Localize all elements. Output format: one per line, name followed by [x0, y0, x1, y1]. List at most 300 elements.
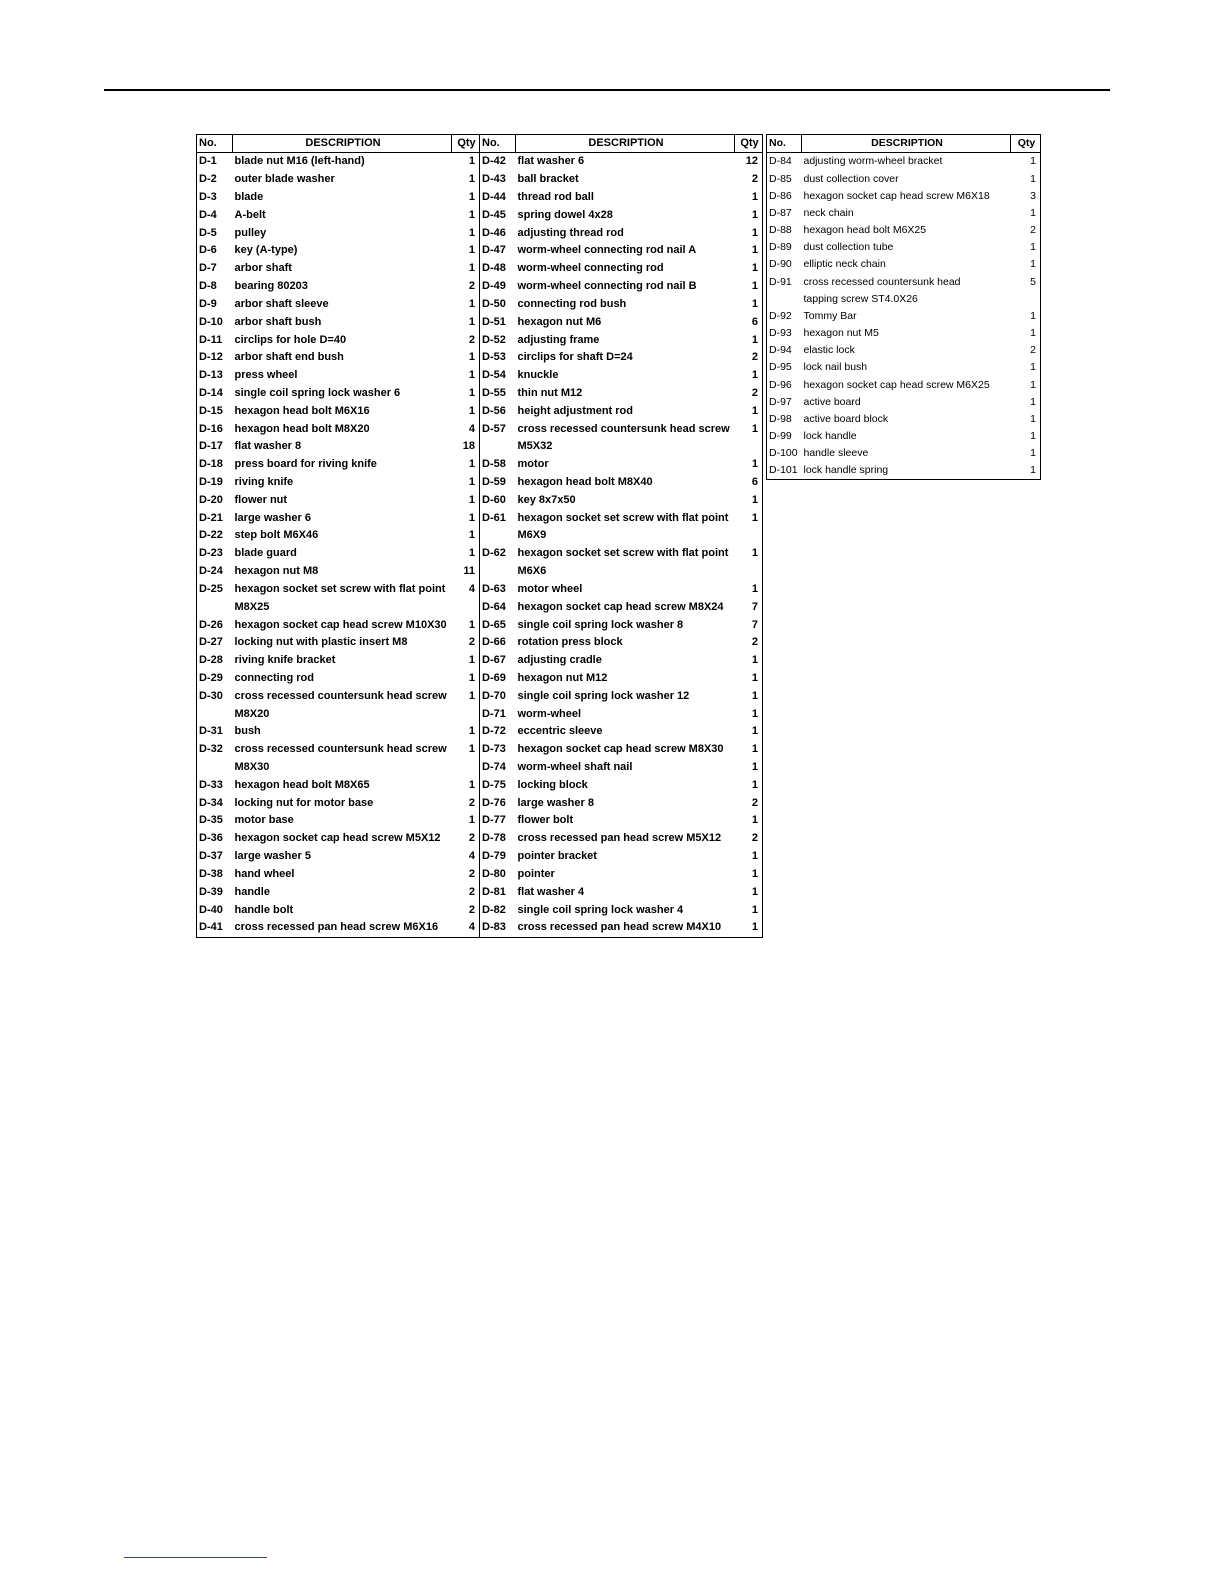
part-quantity: 1: [735, 491, 763, 509]
part-description: blade nut M16 (left-hand): [234, 155, 365, 168]
part-description: hexagon head bolt M8X65: [234, 778, 370, 791]
part-description: single coil spring lock washer 12: [517, 689, 690, 702]
part-number: [767, 290, 802, 307]
part-quantity: 1: [1011, 239, 1041, 256]
table-row: [197, 598, 480, 616]
part-number: D-43: [480, 171, 516, 189]
part-number: [197, 705, 233, 723]
part-description: hexagon socket cap head screw M5X12: [234, 832, 441, 845]
part-description: bearing 80203: [234, 280, 308, 293]
table-row: [197, 189, 480, 207]
part-quantity: 1: [452, 224, 480, 242]
part-description: riving knife bracket: [234, 654, 336, 667]
table-row: [480, 313, 763, 331]
part-number: D-71: [480, 705, 516, 723]
part-description: flower bolt: [517, 814, 574, 827]
table-row: [480, 848, 763, 866]
part-description: hexagon socket set screw with flat point: [517, 511, 729, 524]
part-description: hexagon socket cap head screw M10X30: [234, 618, 447, 631]
part-number: D-16: [197, 420, 233, 438]
part-number: [480, 438, 516, 456]
part-number: D-49: [480, 278, 516, 296]
part-quantity: 1: [735, 919, 763, 937]
table-row: [197, 741, 480, 759]
table-row: [197, 919, 480, 937]
part-number: D-73: [480, 741, 516, 759]
part-quantity: 1: [735, 206, 763, 224]
part-quantity: 1: [452, 812, 480, 830]
part-quantity: 1: [452, 153, 480, 171]
table-row: [767, 290, 1041, 307]
part-quantity: 1: [735, 278, 763, 296]
part-number: D-13: [197, 367, 233, 385]
part-description: lock nail bush: [803, 361, 868, 374]
part-number: D-6: [197, 242, 233, 260]
part-description: flat washer 6: [517, 155, 585, 168]
part-description: press wheel: [234, 369, 298, 382]
column-header-no: No.: [480, 135, 516, 153]
table-row: [767, 428, 1041, 445]
part-number: D-57: [480, 420, 516, 438]
part-quantity: [735, 563, 763, 581]
table-row: [767, 445, 1041, 462]
part-number: D-29: [197, 670, 233, 688]
part-description: worm-wheel: [517, 707, 582, 720]
part-description: large washer 5: [234, 850, 311, 863]
part-number: D-100: [767, 445, 802, 462]
part-description: active board block: [803, 412, 889, 425]
part-quantity: 1: [735, 402, 763, 420]
part-description: single coil spring lock washer 6: [234, 386, 401, 399]
part-quantity: 2: [452, 866, 480, 884]
table-row: [197, 420, 480, 438]
table-row: [480, 171, 763, 189]
part-number: D-82: [480, 901, 516, 919]
part-quantity: 6: [735, 474, 763, 492]
part-description: worm-wheel connecting rod nail A: [517, 244, 697, 257]
part-quantity: [452, 759, 480, 777]
part-description: handle: [234, 885, 270, 898]
table-row: [197, 705, 480, 723]
table-row: [197, 402, 480, 420]
table-row: [480, 901, 763, 919]
column-header-qty: Qty: [1011, 135, 1041, 153]
part-quantity: 1: [452, 313, 480, 331]
part-description: hexagon nut M8: [234, 565, 319, 578]
part-quantity: 1: [452, 206, 480, 224]
table-row: [197, 848, 480, 866]
table-row: [480, 206, 763, 224]
part-number: D-75: [480, 776, 516, 794]
part-number: D-54: [480, 367, 516, 385]
part-description: hexagon head bolt M8X20: [234, 422, 370, 435]
part-description: motor wheel: [517, 582, 583, 595]
table-row: [197, 527, 480, 545]
part-description: M8X30: [234, 761, 270, 774]
part-number: D-93: [767, 325, 802, 342]
part-quantity: 1: [452, 509, 480, 527]
part-description: cross recessed pan head screw M5X12: [517, 832, 722, 845]
part-quantity: 1: [452, 741, 480, 759]
part-description: adjusting frame: [517, 333, 600, 346]
part-description: flat washer 4: [517, 885, 585, 898]
part-quantity: 1: [452, 776, 480, 794]
part-quantity: 1: [452, 474, 480, 492]
part-description: large washer 8: [517, 796, 594, 809]
part-quantity: 1: [452, 723, 480, 741]
part-quantity: 2: [452, 794, 480, 812]
part-description: M5X32: [517, 440, 553, 453]
part-number: D-94: [767, 342, 802, 359]
table-row: [197, 883, 480, 901]
part-quantity: 1: [735, 224, 763, 242]
part-number: D-15: [197, 402, 233, 420]
table-row: [197, 331, 480, 349]
part-description: arbor shaft sleeve: [234, 297, 329, 310]
part-quantity: 3: [1011, 187, 1041, 204]
table-row: [197, 206, 480, 224]
part-description: cross recessed pan head screw M4X10: [516, 919, 735, 937]
part-number: D-47: [480, 242, 516, 260]
part-quantity: 1: [735, 581, 763, 599]
part-description: key (A-type): [234, 244, 298, 257]
part-description: adjusting cradle: [517, 654, 602, 667]
part-quantity: 1: [735, 670, 763, 688]
part-number: D-19: [197, 474, 233, 492]
part-quantity: [452, 598, 480, 616]
parts-table-3: [766, 134, 1041, 480]
part-description: A-belt: [234, 208, 266, 221]
part-number: D-77: [480, 812, 516, 830]
part-quantity: 1: [735, 456, 763, 474]
part-description: hexagon head bolt M6X25: [803, 224, 927, 237]
part-quantity: 1: [735, 652, 763, 670]
part-quantity: [452, 705, 480, 723]
part-number: D-34: [197, 794, 233, 812]
part-quantity: [1011, 290, 1041, 307]
part-quantity: 1: [735, 776, 763, 794]
part-description: adjusting thread rod: [517, 226, 624, 239]
table-row: [767, 153, 1041, 171]
table-row: [767, 170, 1041, 187]
table-row: [480, 474, 763, 492]
part-number: D-99: [767, 428, 802, 445]
part-number: [197, 598, 233, 616]
part-quantity: 7: [735, 616, 763, 634]
part-description: cross recessed countersunk head screw: [234, 689, 447, 702]
part-number: D-101: [767, 462, 802, 480]
part-number: D-70: [480, 687, 516, 705]
part-number: D-24: [197, 563, 233, 581]
part-description: locking nut for motor base: [234, 796, 374, 809]
part-number: D-46: [480, 224, 516, 242]
table-row: [197, 616, 480, 634]
part-quantity: 5: [1011, 273, 1041, 290]
part-quantity: 1: [735, 509, 763, 527]
part-description: motor base: [234, 814, 294, 827]
table-row: [197, 545, 480, 563]
table-row: [197, 759, 480, 777]
part-quantity: 2: [452, 901, 480, 919]
part-number: D-42: [480, 153, 516, 171]
table-row: [480, 830, 763, 848]
part-description: pointer: [517, 867, 555, 880]
part-number: D-90: [767, 256, 802, 273]
part-description: step bolt M6X46: [234, 529, 319, 542]
table-row: [480, 402, 763, 420]
table-row: [197, 563, 480, 581]
part-number: D-85: [767, 170, 802, 187]
table-row: [480, 545, 763, 563]
part-number: D-65: [480, 616, 516, 634]
table-row: [767, 308, 1041, 325]
part-number: D-62: [480, 545, 516, 563]
part-description: hexagon nut M5: [803, 327, 879, 340]
part-quantity: 1: [735, 189, 763, 207]
table-row: [767, 239, 1041, 256]
part-quantity: [735, 438, 763, 456]
part-number: D-2: [197, 171, 233, 189]
part-number: D-8: [197, 278, 233, 296]
part-quantity: 1: [1011, 428, 1041, 445]
part-quantity: 1: [735, 759, 763, 777]
part-description: pulley: [234, 226, 267, 239]
table-row: [197, 830, 480, 848]
part-number: [480, 563, 516, 581]
part-number: D-39: [197, 883, 233, 901]
table-row: [767, 205, 1041, 222]
part-quantity: 2: [452, 331, 480, 349]
table-row: [480, 509, 763, 527]
table-row: [197, 866, 480, 884]
part-quantity: 1: [452, 402, 480, 420]
part-number: [197, 759, 233, 777]
part-quantity: 2: [1011, 222, 1041, 239]
part-description: lock handle spring: [802, 462, 1011, 480]
part-description: bush: [234, 725, 261, 738]
part-quantity: 11: [452, 563, 480, 581]
part-description: circlips for shaft D=24: [517, 351, 633, 364]
part-description: M8X20: [234, 707, 270, 720]
part-number: D-89: [767, 239, 802, 256]
part-description: cross recessed countersunk head screw: [517, 422, 730, 435]
table-row: [767, 411, 1041, 428]
part-quantity: 1: [452, 616, 480, 634]
part-number: D-11: [197, 331, 233, 349]
part-description: arbor shaft bush: [234, 315, 322, 328]
part-number: D-63: [480, 581, 516, 599]
table-row: [480, 491, 763, 509]
table-row: [197, 224, 480, 242]
table-row: [480, 367, 763, 385]
part-quantity: 12: [735, 153, 763, 171]
part-quantity: 1: [1011, 411, 1041, 428]
part-quantity: 1: [1011, 153, 1041, 171]
part-number: D-5: [197, 224, 233, 242]
table-row: [767, 222, 1041, 239]
table-row: [197, 794, 480, 812]
part-number: D-23: [197, 545, 233, 563]
part-description: circlips for hole D=40: [234, 333, 347, 346]
table-row: [197, 634, 480, 652]
table-row: [480, 260, 763, 278]
table-row: [197, 581, 480, 599]
part-description: hexagon socket cap head screw M6X18: [803, 189, 990, 202]
part-number: D-22: [197, 527, 233, 545]
part-description: cross recessed pan head screw M6X16: [233, 919, 452, 937]
table-row: [197, 812, 480, 830]
part-number: D-7: [197, 260, 233, 278]
part-quantity: 1: [452, 367, 480, 385]
part-description: hand wheel: [234, 867, 295, 880]
part-quantity: 1: [735, 545, 763, 563]
part-number: D-4: [197, 206, 233, 224]
part-number: D-84: [767, 153, 802, 171]
part-description: worm-wheel connecting rod nail B: [517, 280, 697, 293]
part-number: D-80: [480, 866, 516, 884]
table-row: [480, 456, 763, 474]
part-description: outer blade washer: [234, 173, 335, 186]
part-quantity: 1: [1011, 205, 1041, 222]
part-description: adjusting worm-wheel bracket: [803, 155, 943, 168]
part-quantity: 1: [1011, 325, 1041, 342]
part-quantity: 7: [735, 598, 763, 616]
part-number: D-91: [767, 273, 802, 290]
table-row: [767, 187, 1041, 204]
part-number: [480, 527, 516, 545]
table-row: [197, 901, 480, 919]
part-quantity: 2: [735, 794, 763, 812]
part-quantity: 18: [452, 438, 480, 456]
part-quantity: 2: [452, 278, 480, 296]
part-description: pointer bracket: [517, 850, 597, 863]
part-quantity: 1: [735, 883, 763, 901]
table-row: [480, 741, 763, 759]
table-row: [480, 563, 763, 581]
part-number: D-38: [197, 866, 233, 884]
part-number: D-61: [480, 509, 516, 527]
part-description: rotation press block: [517, 636, 623, 649]
part-description: motor: [517, 458, 549, 471]
table-row: [197, 171, 480, 189]
part-quantity: 1: [452, 527, 480, 545]
part-quantity: 2: [735, 830, 763, 848]
part-quantity: 2: [735, 171, 763, 189]
part-number: D-76: [480, 794, 516, 812]
part-description: M6X6: [517, 565, 547, 578]
part-description: M8X25: [234, 600, 270, 613]
table-row: [767, 376, 1041, 393]
part-number: D-21: [197, 509, 233, 527]
part-description: handle bolt: [234, 903, 294, 916]
part-description: key 8x7x50: [517, 493, 576, 506]
column-header-description: DESCRIPTION: [802, 135, 1011, 153]
part-description: hexagon socket set screw with flat point: [517, 547, 729, 560]
part-number: D-41: [197, 919, 233, 937]
table-row: [197, 456, 480, 474]
table-row: [480, 296, 763, 314]
header-rule: [104, 89, 1110, 91]
table-row: [480, 189, 763, 207]
table-row: [480, 652, 763, 670]
part-description: hexagon nut M12: [517, 671, 608, 684]
part-description: blade: [234, 191, 264, 204]
part-number: D-14: [197, 385, 233, 403]
part-description: single coil spring lock washer 4: [517, 903, 684, 916]
part-number: D-28: [197, 652, 233, 670]
table-row: [767, 393, 1041, 410]
table-row: [767, 342, 1041, 359]
table-row: [197, 296, 480, 314]
part-quantity: 1: [452, 545, 480, 563]
part-quantity: 1: [452, 171, 480, 189]
table-row: [767, 359, 1041, 376]
table-row: [197, 349, 480, 367]
part-quantity: 1: [1011, 445, 1041, 462]
table-row: [767, 325, 1041, 342]
part-quantity: 1: [452, 349, 480, 367]
part-description: dust collection tube: [803, 241, 894, 254]
parts-table-1: [196, 134, 480, 938]
table-row: [197, 278, 480, 296]
part-description: active board: [803, 395, 861, 408]
table-row: [480, 919, 763, 937]
part-number: D-60: [480, 491, 516, 509]
part-description: thread rod ball: [517, 191, 594, 204]
table-row: [197, 242, 480, 260]
table-row: [480, 794, 763, 812]
part-description: spring dowel 4x28: [517, 208, 613, 221]
part-quantity: 1: [452, 687, 480, 705]
part-description: worm-wheel connecting rod: [517, 262, 664, 275]
table-row: [197, 385, 480, 403]
part-description: hexagon socket cap head screw M6X25: [803, 378, 990, 391]
table-row: [197, 438, 480, 456]
part-quantity: 1: [1011, 256, 1041, 273]
table-row: [480, 278, 763, 296]
table-row: [767, 462, 1041, 480]
part-number: D-35: [197, 812, 233, 830]
part-number: D-74: [480, 759, 516, 777]
part-number: D-25: [197, 581, 233, 599]
part-number: D-69: [480, 670, 516, 688]
table-row: [480, 242, 763, 260]
table-row: [197, 776, 480, 794]
part-quantity: 1: [735, 687, 763, 705]
part-description: flat washer 8: [234, 440, 302, 453]
part-description: connecting rod bush: [517, 297, 627, 310]
part-quantity: 1: [452, 260, 480, 278]
table-row: [197, 687, 480, 705]
part-number: D-52: [480, 331, 516, 349]
table-row: [480, 385, 763, 403]
part-quantity: 1: [735, 331, 763, 349]
part-description: worm-wheel shaft nail: [517, 761, 633, 774]
table-row: [480, 420, 763, 438]
part-quantity: 1: [735, 812, 763, 830]
table-row: [197, 367, 480, 385]
part-description: hexagon head bolt M8X40: [517, 476, 653, 489]
part-description: riving knife: [234, 476, 294, 489]
part-description: hexagon socket cap head screw M8X30: [517, 743, 724, 756]
part-quantity: 1: [735, 741, 763, 759]
column-header-description: DESCRIPTION: [516, 135, 735, 153]
part-number: D-78: [480, 830, 516, 848]
part-number: D-31: [197, 723, 233, 741]
part-number: D-26: [197, 616, 233, 634]
table-row: [480, 153, 763, 171]
part-quantity: 1: [452, 189, 480, 207]
